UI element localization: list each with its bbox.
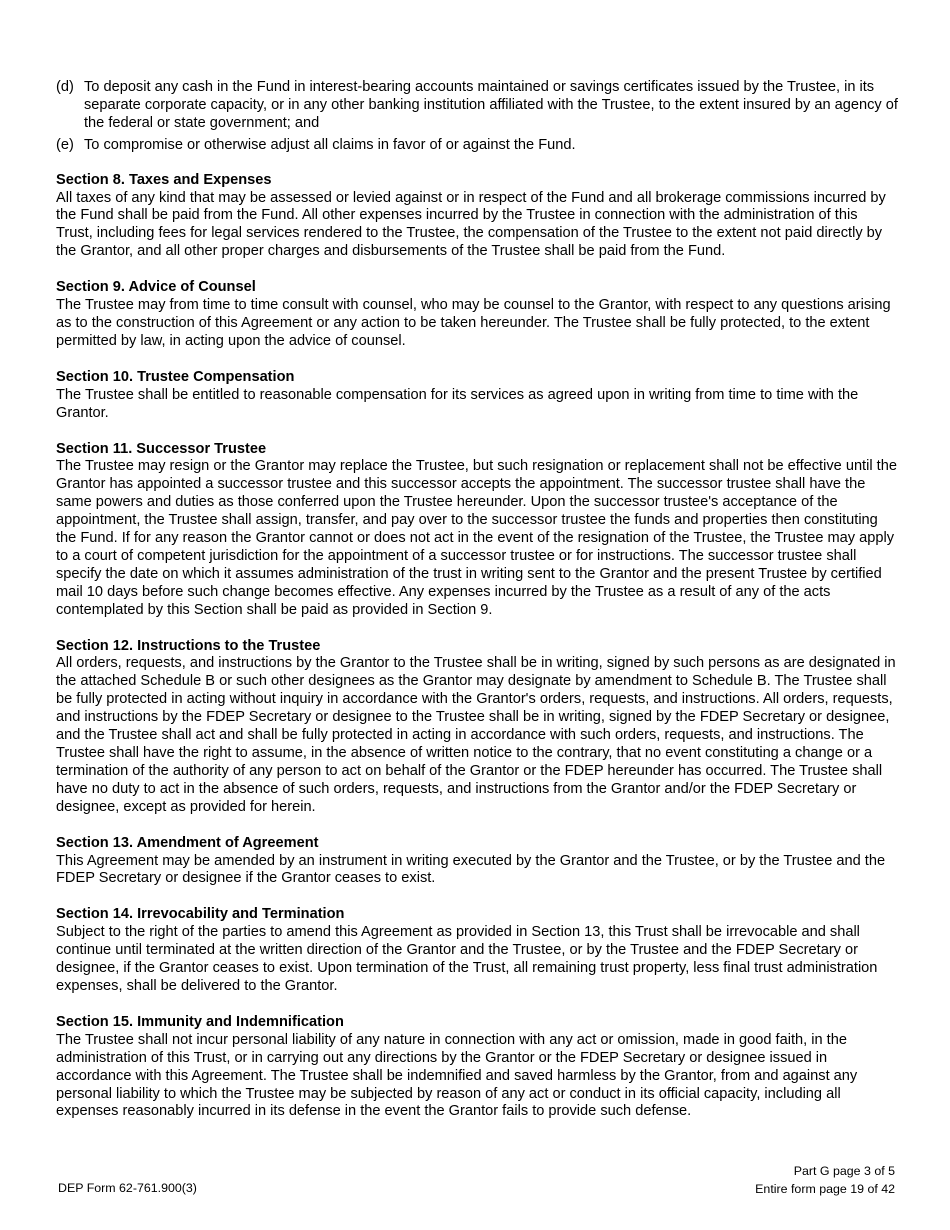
- section-heading: Section 11. Successor Trustee: [56, 440, 267, 457]
- document-body: [56, 79, 898, 1121]
- section-body: The Trustee may from time to time consult with counsel, who may be counsel to the Grantor, with respect to any questions arising as to the construction of this Agreement or any action to be taken hereunder. The Trustee shall be fully protected, to the extent permitted by law, in acting upon the advice of counsel.: [56, 297, 891, 349]
- list-item-e: [56, 137, 898, 155]
- section-10: [56, 369, 898, 423]
- section-body: The Trustee shall be entitled to reasonable compensation for its services as agreed upon in writing from time to time with the Grantor.: [56, 386, 859, 421]
- section-body: This Agreement may be amended by an instrument in writing executed by the Grantor and the Trustee, or by the Trustee and the FDEP Secretary or designee if the Grantor ceases to exist.: [56, 852, 886, 887]
- list-item-d: [56, 79, 898, 133]
- section-body: The Trustee may resign or the Grantor may replace the Trustee, but such resignation or replacement shall not be effective until the Grantor has appointed a successor trustee and this successor accepts the appointment. The successor trustee shall have the same powers and duties as those conferred upon the Trustee hereunder. Upon the successor trustee's acceptance of the appointment, the Trustee shall assign, transfer, and pay over to the successor trustee the funds and properties then constituting the Fund. If for any reason the Grantor cannot or does not act in the event of the resignation of the Trustee, the Trustee may apply to a court of competent jurisdiction for the appointment of a successor trustee or for instructions. The successor trustee shall specify the date on which it assumes administration of the trust in writing sent to the Grantor and the present Trustee by certified mail 10 days before such change becomes effective. Any expenses incurred by the Trustee as a result of any of the acts contemplated by this Section shall be paid as provided in Section 9.: [56, 458, 897, 618]
- section-9: [56, 279, 898, 351]
- section-heading: Section 8. Taxes and Expenses: [56, 171, 272, 188]
- section-8: [56, 172, 898, 262]
- list-item-text: To compromise or otherwise adjust all claims in favor of or against the Fund.: [84, 136, 576, 153]
- section-heading: Section 14. Irrevocability and Termination: [56, 906, 345, 923]
- part-page-number: Part G page 3 of 5: [793, 1164, 895, 1178]
- section-11: [56, 441, 898, 620]
- form-id: DEP Form 62-761.900(3): [58, 1181, 197, 1195]
- section-heading: Section 15. Immunity and Indemnification: [56, 1013, 344, 1030]
- section-body: The Trustee shall not incur personal liability of any nature in connection with any act or omission, made in good faith, in the administration of this Trust, or in carrying out any directions by the Grantor or the FDEP Secretary or designee issued in accordance with this Agreement. The Trustee shall be indemnified and saved harmless by the Grantor, from and against any personal liability to which the Trustee may be subjected by reason of any act or conduct in its official capacity, including all expenses reasonably incurred in its defense in the event the Grantor fails to provide such defense.: [56, 1031, 858, 1120]
- page-numbers: [755, 1163, 895, 1198]
- section-body: Subject to the right of the parties to amend this Agreement as provided in Section 13, this Trust shall be irrevocable and shall continue until terminated at the written direction of the Grantor and the Trustee, or by the Trustee and the FDEP Secretary or designee, if the Grantor ceases to exist. Upon termination of the Trust, all remaining trust property, less final trust administration expenses, shall be delivered to the Grantor.: [56, 924, 878, 994]
- list-item-label: (d): [56, 79, 74, 95]
- section-14: [56, 906, 898, 996]
- section-heading: Section 9. Advice of Counsel: [56, 279, 256, 296]
- form-page-number: Entire form page 19 of 42: [755, 1181, 895, 1196]
- section-heading: Section 12. Instructions to the Trustee: [56, 637, 321, 654]
- section-13: [56, 835, 898, 889]
- section-heading: Section 13. Amendment of Agreement: [56, 834, 319, 851]
- list-item-label: (e): [56, 136, 74, 153]
- list-item-text: To deposit any cash in the Fund in interest-bearing accounts maintained or savings certificates issued by the Trustee, in its separate corporate capacity, or in any other banking institution affiliated with the Trustee, to the extent insured by an agency of the federal or state government; and: [84, 79, 898, 131]
- section-15: [56, 1014, 898, 1121]
- section-12: [56, 638, 898, 817]
- section-body: All orders, requests, and instructions by the Grantor to the Trustee shall be in writing, signed by such persons as are designated in the attached Schedule B or such other designees as the Grantor may designate by amendment to Schedule B. The Trustee shall be fully protected in acting without inquiry in accordance with the Grantor's orders, requests, and instructions. All orders, requests, and instructions by the FDEP Secretary or designee to the Trustee shall be in writing, signed by the FDEP Secretary or designee, and the Trustee shall act and shall be fully protected in acting in accordance with such orders, requests, and instructions. The Trustee shall have the right to assume, in the absence of written notice to the contrary, that no event constituting a change or a termination of the authority of any person to act on behalf of the Grantor or the FDEP hereunder has occurred. The Trustee shall have no duty to act in the absence of such orders, requests, and instructions from the Grantor and/or the FDEP Secretary or designee, except as provided for herein.: [56, 655, 896, 815]
- section-body: All taxes of any kind that may be assessed or levied against or in respect of the Fund and all brokerage commissions incurred by the Fund shall be paid from the Fund. All other expenses incurred by the Trustee in connection with the administration of this Trust, including fees for legal services rendered to the Trustee, the compensation of the Trustee to the extent not paid directly by the Grantor, and all other proper charges and disbursements of the Trustee shall be paid from the Fund.: [56, 189, 886, 260]
- section-heading: Section 10. Trustee Compensation: [56, 368, 295, 385]
